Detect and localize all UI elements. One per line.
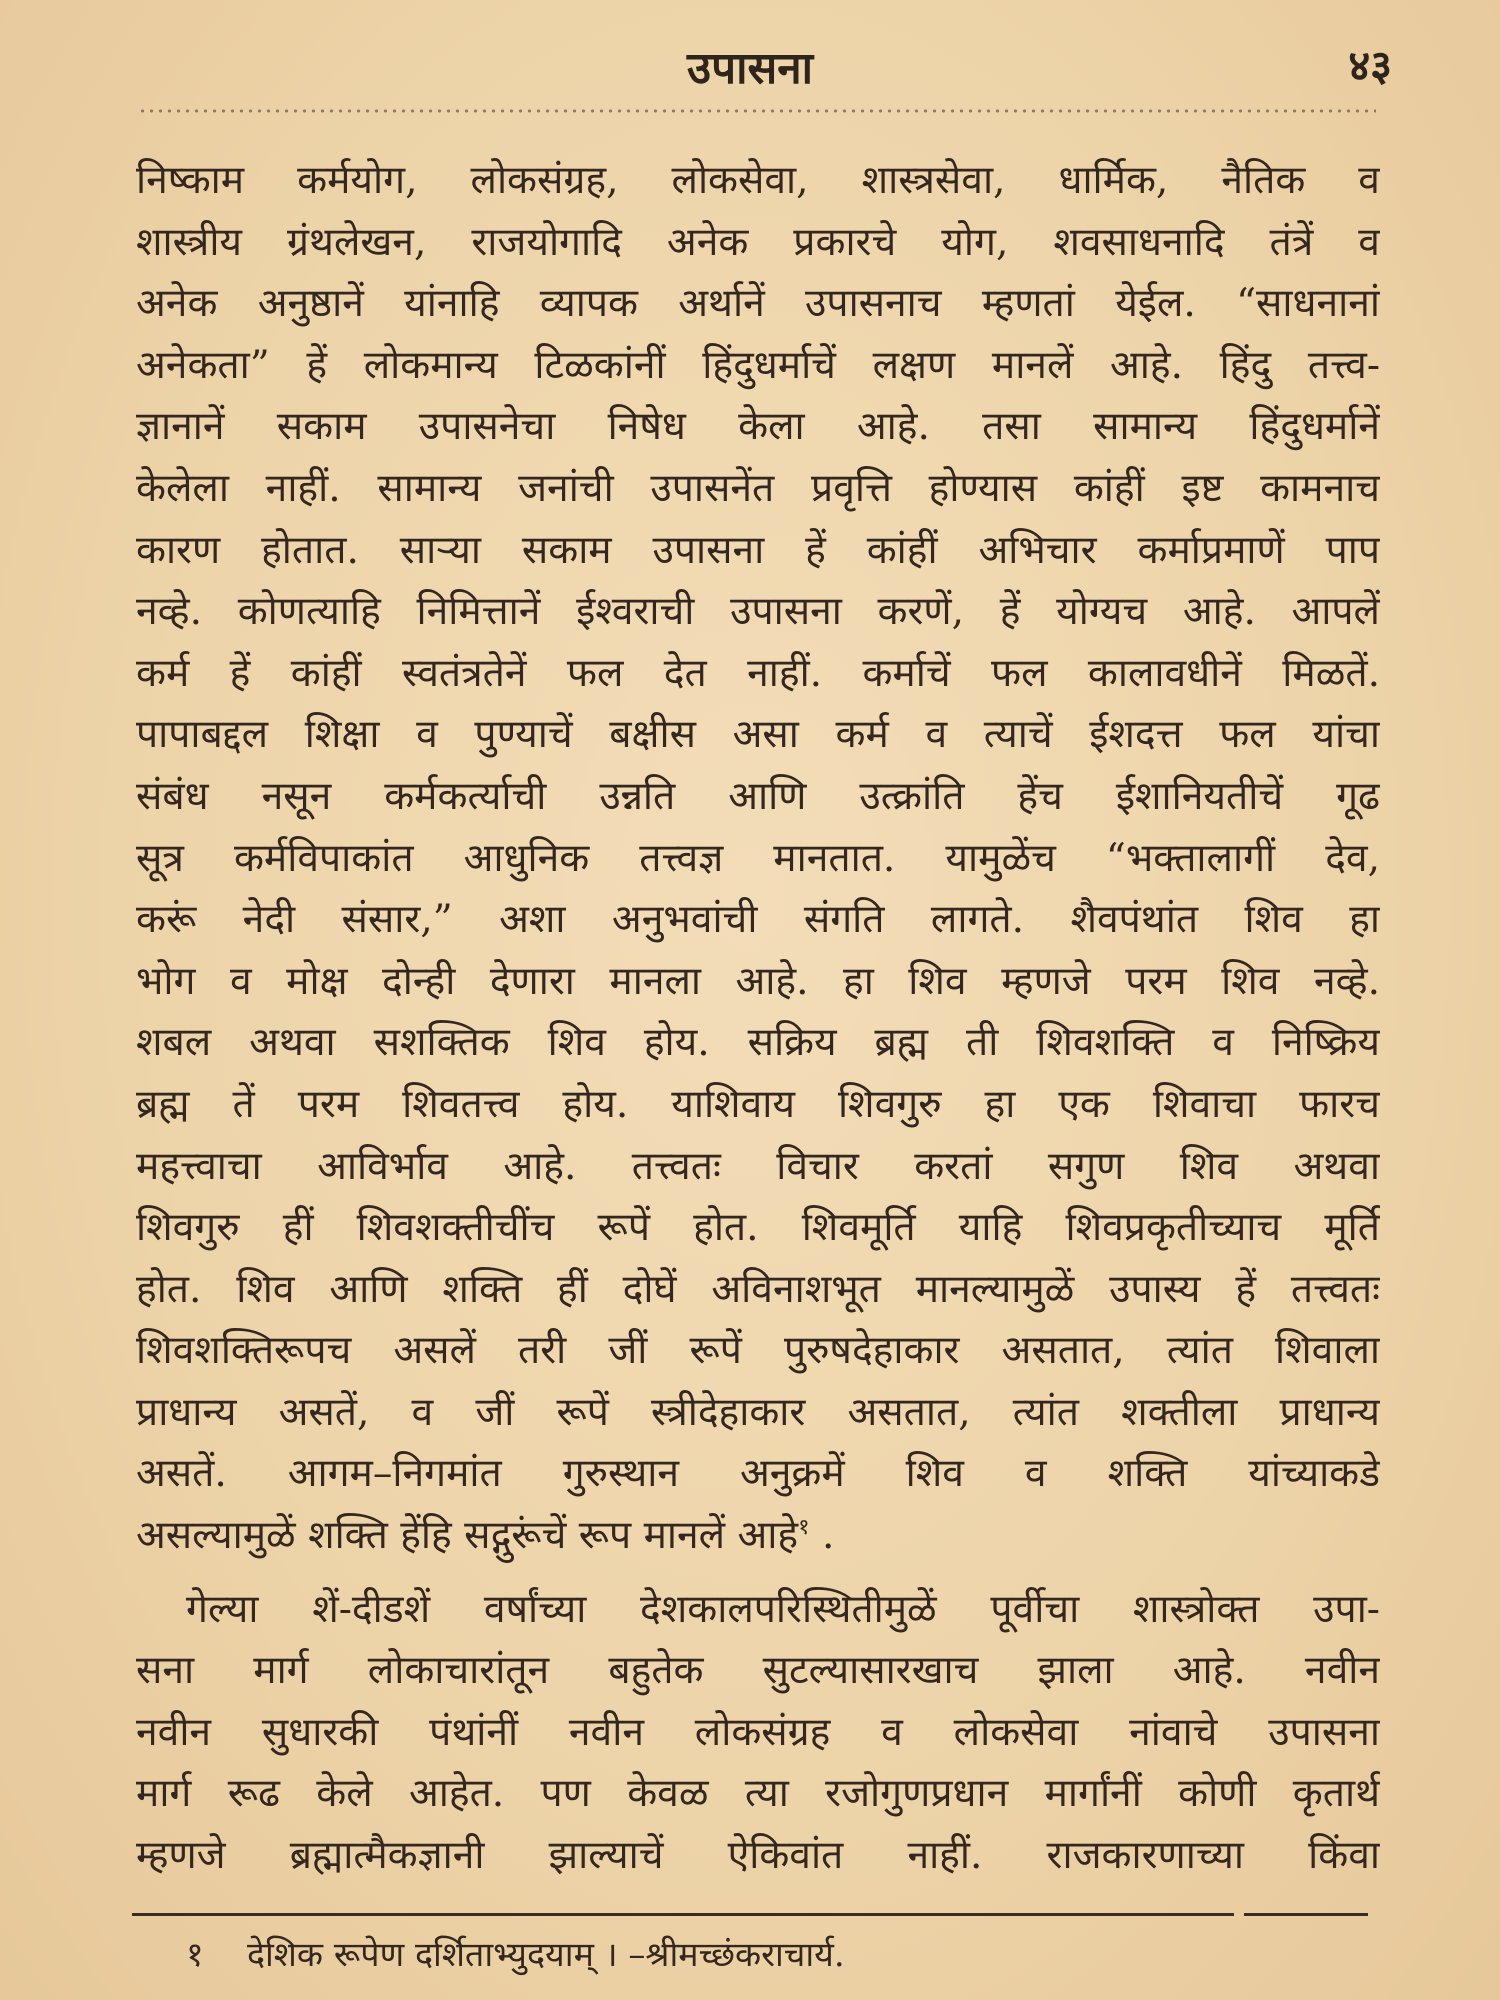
text-line: नवीन सुधारकी पंथांनीं नवीन लोकसंग्रह व लोकसेवा नांवाचे उपासना — [136, 1709, 1380, 1755]
text-line: गेल्या शें-दीडशें वर्षांच्या देशकालपरिस्थितीमुळें पूर्वीचा शास्त्रोक्त उपा- — [186, 1586, 1380, 1632]
footnote-number: १ — [186, 1935, 204, 1975]
page-number: ४३ — [1348, 41, 1392, 90]
text-line: शिवगुरु हीं शिवशक्तीचींच रूपें होत. शिवमूर्ति याहि शिवप्रकृतीच्याच मूर्ति — [136, 1205, 1380, 1251]
text-line: संबंध नसून कर्मकर्त्याची उन्नति आणि उत्क्रांति हेंच ईशानियतीचें गूढ — [136, 773, 1380, 819]
text-line: करूं नेदी संसार,” अशा अनुभवांची संगति लागते. शैवपंथांत शिव हा — [136, 897, 1380, 943]
text-line-content: असल्यामुळें शक्ति हेंहि सद्गुरूंचें रूप मानलें आहे — [136, 1513, 799, 1559]
text-line: प्राधान्य असतें, व जीं रूपें स्त्रीदेहाकार असतात, त्यांत शक्तीला प्राधान्य — [136, 1389, 1380, 1435]
text-line: होत. शिव आणि शक्ति हीं दोघें अविनाशभूत मानल्यामुळें उपास्य हें तत्त्वतः — [136, 1266, 1380, 1312]
footnote-rule-right — [1244, 1913, 1368, 1916]
text-line: केलेला नाहीं. सामान्य जनांची उपासनेंत प्रवृत्ति होण्यास कांहीं इष्ट कामनाच — [136, 465, 1380, 511]
footnote — [186, 1930, 1336, 1976]
text-line: ब्रह्म तें परम शिवतत्त्व होय. याशिवाय शिवगुरु हा एक शिवाचा फारच — [136, 1081, 1380, 1127]
footnote-text: देशिक रूपेण दर्शिताभ्युदयाम् । –श्रीमच्छंकराचार्य. — [246, 1935, 845, 1975]
text-line: महत्त्वाचा आविर्भाव आहे. तत्त्वतः विचार करतां सगुण शिव अथवा — [136, 1143, 1380, 1189]
text-line: कर्म हें कांहीं स्वतंत्रतेनें फल देत नाहीं. कर्माचें फल कालावधीनें मिळतें. — [136, 650, 1380, 696]
text-line: भोग व मोक्ष दोन्ही देणारा मानला आहे. हा शिव म्हणजे परम शिव नव्हे. — [136, 958, 1380, 1004]
text-line: सना मार्ग लोकाचारांतून बहुतेक सुटल्यासारखाच झाला आहे. नवीन — [136, 1648, 1380, 1694]
text-line: मार्ग रूढ केले आहेत. पण केवळ त्या रजोगुणप्रधान मार्गांनीं कोणी कृतार्थ — [136, 1771, 1380, 1817]
footnote-rule — [132, 1913, 1234, 1916]
text-line: ज्ञानानें सकाम उपासनेचा निषेध केला आहे. तसा सामान्य हिंदुधर्मानें — [136, 404, 1380, 450]
text-line: नव्हे. कोणत्याहि निमित्तानें ईश्वराची उपासना करणें, हें योग्यच आहे. आपलें — [136, 589, 1380, 635]
text-line: शिवशक्तिरूपच असलें तरी जीं रूपें पुरुषदेहाकार असतात, त्यांत शिवाला — [136, 1328, 1380, 1374]
running-title: उपासना — [686, 43, 814, 94]
text-line: म्हणजे ब्रह्मात्मैकज्ञानी झाल्याचें ऐकिवांत नाहीं. राजकारणाच्या किंवा — [136, 1833, 1380, 1879]
paragraph-1 — [136, 150, 1380, 1567]
sentence-end: . — [821, 1513, 835, 1559]
text-line: अनेकता” हें लोकमान्य टिळकांनीं हिंदुधर्माचें लक्षण मानलें आहे. हिंदु तत्त्व- — [136, 342, 1380, 388]
text-line: शास्त्रीय ग्रंथलेखन, राजयोगादि अनेक प्रकारचे योग, शवसाधनादि तंत्रें व — [136, 219, 1380, 265]
text-line: कारण होतात. साऱ्या सकाम उपासना हें कांहीं अभिचार कर्माप्रमाणें पाप — [136, 527, 1380, 573]
text-line: असतें. आगम–निगमांत गुरुस्थान अनुक्रमें शिव व शक्ति यांच्याकडे — [136, 1451, 1380, 1497]
text-line: सूत्र कर्मविपाकांत आधुनिक तत्त्वज्ञ मानतात. यामुळेंच “भक्तालागीं देव, — [136, 835, 1380, 881]
text-line: पापाबद्दल शिक्षा व पुण्याचें बक्षीस असा कर्म व त्याचें ईशदत्त फल यांचा — [136, 712, 1380, 758]
footnote-marker: १ — [798, 1515, 810, 1541]
text-line: निष्काम कर्मयोग, लोकसंग्रह, लोकसेवा, शास्त्रसेवा, धार्मिक, नैतिक व — [136, 158, 1380, 203]
page-header — [0, 28, 1500, 98]
paragraph-2 — [136, 1579, 1380, 1887]
text-line: अनेक अनुष्ठानें यांनाहि व्यापक अर्थानें उपासनाच म्हणतां येईल. “साधनानां — [136, 281, 1380, 327]
text-line-last — [136, 1505, 1380, 1567]
header-dotted-rule — [138, 108, 1376, 114]
text-line: शबल अथवा सशक्तिक शिव होय. सक्रिय ब्रह्म ती शिवशक्ति व निष्क्रिय — [136, 1020, 1380, 1066]
body-text — [136, 150, 1380, 1887]
